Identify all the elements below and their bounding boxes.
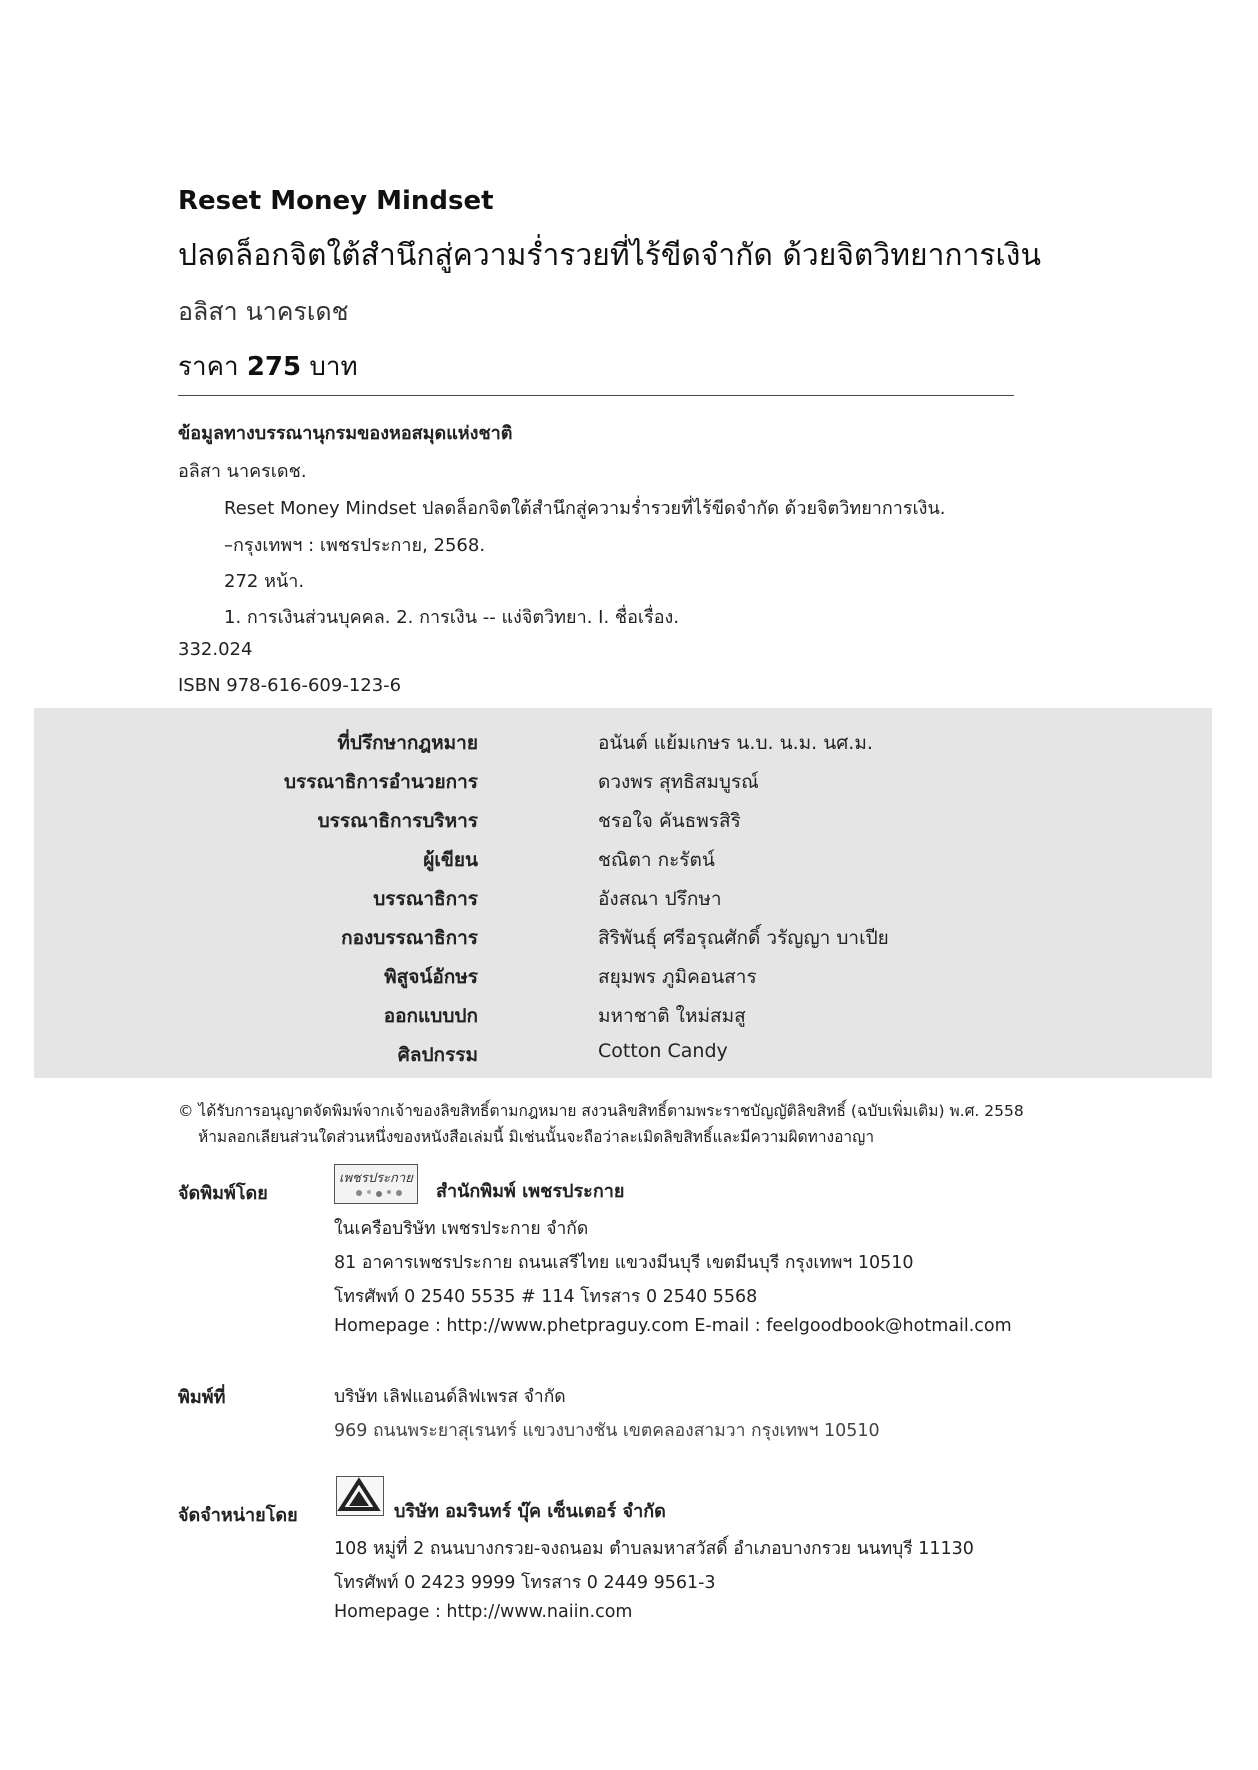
catalog-title: Reset Money Mindset ปลดล็อกจิตใต้สำนึกสู่ความร่ำรวยที่ไร้ขีดจำกัด ด้วยจิตวิทยาการเงิน. [224, 498, 946, 519]
credit-name: อังสณา ปรึกษา [598, 888, 722, 910]
catalog-subjects: 1. การเงินส่วนบุคคล. 2. การเงิน -- แง่จิตวิทยา. I. ชื่อเรื่อง. [224, 607, 680, 628]
printer-name: บริษัท เลิฟแอนด์ลิฟเพรส จำกัด [334, 1387, 566, 1407]
book-title-thai: ปลดล็อกจิตใต้สำนึกสู่ความร่ำรวยที่ไร้ขีดจำกัด ด้วยจิตวิทยาการเงิน [178, 238, 1041, 273]
credit-role: พิสูจน์อักษร [384, 966, 478, 988]
publisher-address: 81 อาคารเพชรประกาย ถนนเสรีไทย แขวงมีนบุรี เขตมีนบุรี กรุงเทพฯ 10510 [334, 1253, 914, 1273]
distributor-phone: โทรศัพท์ 0 2423 9999 โทรสาร 0 2449 9561-3 [334, 1573, 716, 1593]
credit-name: สยุมพร ภูมิคอนสาร [598, 966, 757, 988]
distributor-logo [336, 1476, 384, 1516]
distributor-label: จัดจำหน่ายโดย [178, 1505, 298, 1526]
credit-name: ชรอใจ คันธพรสิริ [598, 810, 741, 832]
publisher-network: ในเครือบริษัท เพชรประกาย จำกัด [334, 1219, 589, 1239]
book-title-english: Reset Money Mindset [178, 186, 494, 216]
credit-role: กองบรรณาธิการ [341, 927, 478, 949]
catalog-pages: 272 หน้า. [224, 571, 305, 592]
header-divider [178, 395, 1014, 396]
credit-name: ชณิตา กะรัตน์ [598, 849, 715, 871]
credit-name: มหาชาติ ใหม่สมสู [598, 1005, 746, 1027]
printer-address: 969 ถนนพระยาสุเรนทร์ แขวงบางชัน เขตคลองสามวา กรุงเทพฯ 10510 [334, 1421, 880, 1441]
credit-role: ออกแบบปก [383, 1005, 478, 1027]
catalog-isbn: ISBN 978-616-609-123-6 [178, 675, 402, 696]
catalog-heading: ข้อมูลทางบรรณานุกรมของหอสมุดแห่งชาติ [178, 423, 513, 444]
distributor-web: Homepage : http://www.naiin.com [334, 1602, 633, 1622]
credit-name: สิริพันธุ์ ศรีอรุณศักดิ์ วรัญญา บาเปีย [598, 927, 889, 949]
publisher-logo-text: เพชรประกาย [339, 1171, 413, 1186]
publisher-logo [334, 1164, 418, 1204]
publisher-web: Homepage : http://www.phetpraguy.com E-mail : feelgoodbook@hotmail.com [334, 1316, 1012, 1336]
credit-role: ผู้เขียน [423, 849, 478, 871]
catalog-place: –กรุงเทพฯ : เพชรประกาย, 2568. [224, 535, 486, 556]
publisher-label: จัดพิมพ์โดย [178, 1183, 268, 1204]
copyright-notice: © ได้รับการอนุญาตจัดพิมพ์จากเจ้าของลิขสิทธิ์ตามกฎหมาย สงวนลิขสิทธิ์ตามพระราชบัญญัติลิขสิทธิ์ (ฉบับเพิ่มเติม) พ.ศ. 2558 [178, 1102, 1024, 1120]
copyright-warning: ห้ามลอกเลียนส่วนใดส่วนหนึ่งของหนังสือเล่มนี้ มิเช่นนั้นจะถือว่าละเมิดลิขสิทธิ์และมีความผิดทางอาญา [198, 1128, 875, 1146]
credit-name: อนันต์ แย้มเกษร น.บ. น.ม. นศ.ม. [598, 732, 873, 754]
credits-panel [34, 708, 1212, 1078]
distributor-name: บริษัท อมรินทร์ บุ๊ค เซ็นเตอร์ จำกัด [394, 1501, 666, 1522]
credit-name: ดวงพร สุทธิสมบูรณ์ [598, 771, 759, 793]
credit-name: Cotton Candy [598, 1040, 728, 1062]
price-unit: บาท [309, 352, 358, 382]
publisher-phone: โทรศัพท์ 0 2540 5535 # 114 โทรสาร 0 2540 5568 [334, 1287, 758, 1307]
book-author: อลิสา นาครเดช [178, 297, 349, 326]
sparkle-icon [353, 1187, 409, 1199]
credit-role: บรรณาธิการอำนวยการ [284, 771, 478, 793]
credit-role: บรรณาธิการบริหาร [317, 810, 478, 832]
book-price [178, 346, 358, 387]
credit-role: บรรณาธิการ [373, 888, 478, 910]
price-value: 275 [246, 352, 302, 382]
triangle-logo-icon [337, 1477, 382, 1514]
distributor-address: 108 หมู่ที่ 2 ถนนบางกรวย-จงถนอม ตำบลมหาสวัสดิ์ อำเภอบางกรวย นนทบุรี 11130 [334, 1539, 974, 1559]
price-label: ราคา [178, 352, 239, 382]
credit-role: ที่ปรึกษากฎหมาย [337, 732, 478, 754]
catalog-classification: 332.024 [178, 639, 253, 660]
printer-label: พิมพ์ที่ [178, 1387, 226, 1408]
catalog-author: อลิสา นาครเดช. [178, 461, 307, 482]
credit-role: ศิลปกรรม [397, 1044, 478, 1066]
publisher-name: สำนักพิมพ์ เพชรประกาย [436, 1181, 625, 1202]
